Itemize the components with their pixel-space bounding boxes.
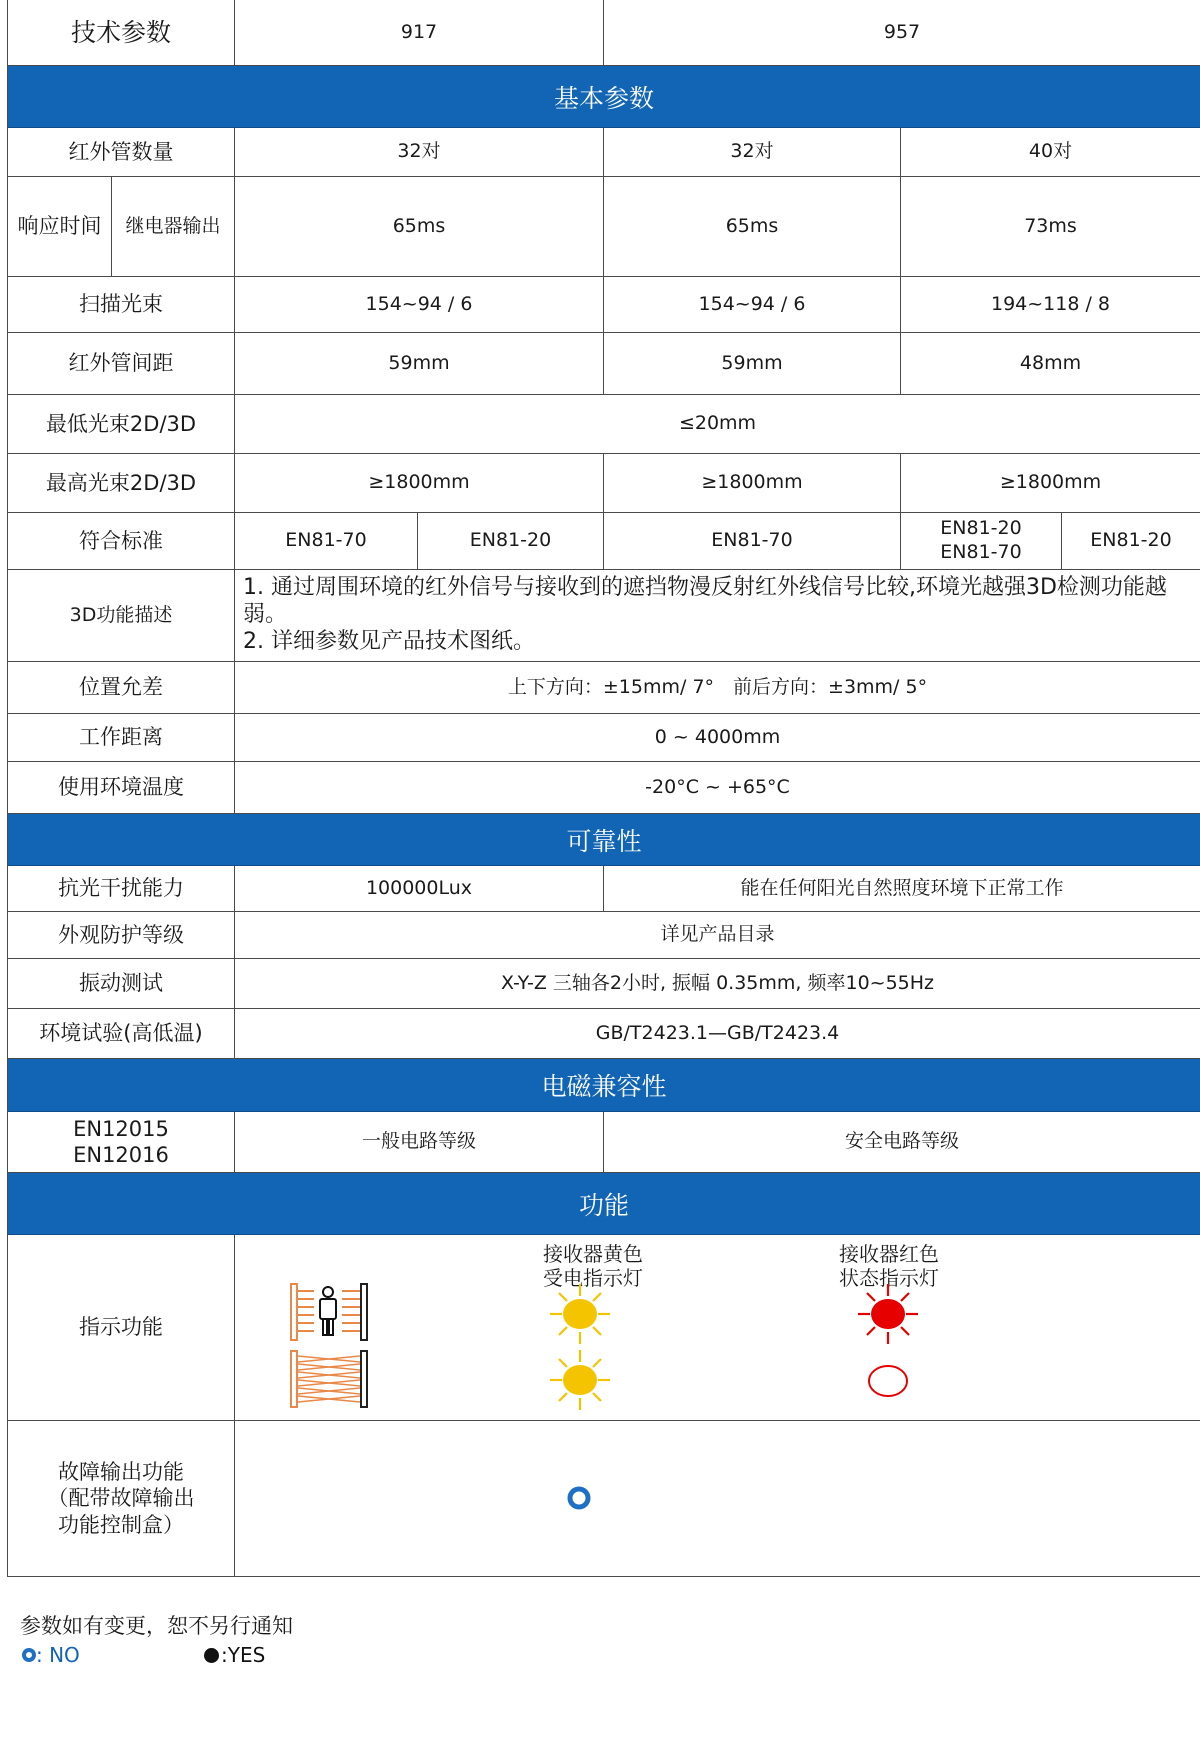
legend-no <box>22 1643 80 1667</box>
response-a: 65ms <box>235 177 604 277</box>
fault-output-content <box>235 1421 1200 1577</box>
ir-count-c: 40对 <box>901 128 1200 177</box>
legend-yes-label: :YES <box>221 1643 266 1667</box>
row-label-env-test: 环境试验(高低温) <box>8 1009 235 1059</box>
desc-3d-line1: 1. 通过周围环境的红外信号与接收到的遮挡物漫反射红外线信号比较,环境光越强3D检测功能越弱。 <box>243 575 1167 628</box>
fault-output-no-icon <box>566 1485 592 1511</box>
scan-beam-c: 194~118 / 8 <box>901 277 1200 333</box>
header-label: 技术参数 <box>8 0 235 66</box>
row-label-ir-spacing: 红外管间距 <box>8 333 235 395</box>
row-label-ir-count: 红外管数量 <box>8 128 235 177</box>
row-label-vibration: 振动测试 <box>8 959 235 1009</box>
row-label-3d-desc: 3D功能描述 <box>8 570 235 662</box>
protection-value: 详见产品目录 <box>235 912 1200 959</box>
red-lamp-on-icon <box>856 1282 920 1346</box>
ring-icon <box>22 1648 36 1662</box>
legend-yes <box>204 1643 265 1667</box>
distance-value: 0 ~ 4000mm <box>235 714 1200 762</box>
standard-a1: EN81-70 <box>235 513 418 570</box>
fault-label-line1: 故障输出功能 <box>58 1460 184 1485</box>
row-label-response-time: 响应时间 <box>8 177 112 277</box>
header-model-917: 917 <box>235 0 604 66</box>
vibration-value: X-Y-Z 三轴各2小时, 振幅 0.35mm, 频率10~55Hz <box>235 959 1200 1009</box>
desc-3d-line2: 2. 详细参数见产品技术图纸。 <box>243 628 535 654</box>
row-label-protection: 外观防护等级 <box>8 912 235 959</box>
spacing-a: 59mm <box>235 333 604 395</box>
spacing-b: 59mm <box>604 333 901 395</box>
tolerance-value: 上下方向：±15mm/ 7° 前后方向：±3mm/ 5° <box>235 662 1200 714</box>
response-c: 73ms <box>901 177 1200 277</box>
row-label-max-beam: 最高光束2D/3D <box>8 454 235 513</box>
row-label-indicator: 指示功能 <box>8 1235 235 1421</box>
section-emc: 电磁兼容性 <box>8 1059 1200 1112</box>
section-reliability: 可靠性 <box>8 814 1200 866</box>
legend-no-label: : NO <box>36 1643 80 1667</box>
max-beam-b: ≥1800mm <box>604 454 901 513</box>
anti-light-note: 能在任何阳光自然照度环境下正常工作 <box>604 866 1200 912</box>
yellow-caption-line1: 接收器黄色 <box>543 1242 643 1266</box>
ir-count-b: 32对 <box>604 128 901 177</box>
env-test-value: GB/T2423.1—GB/T2423.4 <box>235 1009 1200 1059</box>
light-curtain-blocked-icon <box>290 1283 370 1341</box>
indicator-content <box>235 1235 1200 1421</box>
row-label-min-beam: 最低光束2D/3D <box>8 395 235 454</box>
desc-3d-text <box>235 570 1200 662</box>
temperature-value: -20°C ~ +65°C <box>235 762 1200 814</box>
response-b: 65ms <box>604 177 901 277</box>
yellow-lamp-on-icon-2 <box>548 1348 612 1412</box>
max-beam-c: ≥1800mm <box>901 454 1200 513</box>
standard-a2: EN81-20 <box>418 513 604 570</box>
row-label-anti-light: 抗光干扰能力 <box>8 866 235 912</box>
row-label-distance: 工作距离 <box>8 714 235 762</box>
red-lamp-off-icon <box>866 1363 910 1399</box>
standard-c1-line2: EN81-70 <box>940 541 1022 563</box>
footer-note: 参数如有变更，恕不另行通知 <box>20 1614 293 1638</box>
section-basic-params: 基本参数 <box>8 66 1200 128</box>
emc-safety-circuit: 安全电路等级 <box>604 1112 1200 1173</box>
row-label-standard: 符合标准 <box>8 513 235 570</box>
scan-beam-b: 154~94 / 6 <box>604 277 901 333</box>
max-beam-a: ≥1800mm <box>235 454 604 513</box>
yellow-lamp-on-icon <box>548 1282 612 1346</box>
row-label-fault-output <box>8 1421 235 1577</box>
anti-light-value: 100000Lux <box>235 866 604 912</box>
ir-count-a: 32对 <box>235 128 604 177</box>
row-label-tolerance: 位置允差 <box>8 662 235 714</box>
emc-general-circuit: 一般电路等级 <box>235 1112 604 1173</box>
min-beam-value: ≤20mm <box>235 395 1200 454</box>
standard-c2: EN81-20 <box>1062 513 1200 570</box>
emc-standards <box>8 1112 235 1173</box>
dot-icon <box>204 1648 219 1663</box>
yellow-caption-line2: 受电指示灯 <box>543 1266 643 1290</box>
header-model-957: 957 <box>604 0 1200 66</box>
emc-label-2: EN12016 <box>73 1143 169 1167</box>
section-function: 功能 <box>8 1173 1200 1235</box>
standard-c1 <box>901 513 1062 570</box>
standard-b: EN81-70 <box>604 513 901 570</box>
standard-c1-line1: EN81-20 <box>940 517 1022 540</box>
red-caption-line2: 状态指示灯 <box>839 1266 939 1290</box>
row-sublabel-relay-output: 继电器输出 <box>112 177 235 277</box>
emc-label-1: EN12015 <box>73 1116 169 1141</box>
fault-label-line2: （配带故障输出 <box>47 1486 195 1511</box>
red-caption-line1: 接收器红色 <box>839 1242 939 1266</box>
light-curtain-clear-icon <box>290 1350 370 1408</box>
spacing-c: 48mm <box>901 333 1200 395</box>
row-label-temperature: 使用环境温度 <box>8 762 235 814</box>
row-label-scan-beam: 扫描光束 <box>8 277 235 333</box>
scan-beam-a: 154~94 / 6 <box>235 277 604 333</box>
fault-label-line3: 功能控制盒） <box>58 1512 184 1537</box>
